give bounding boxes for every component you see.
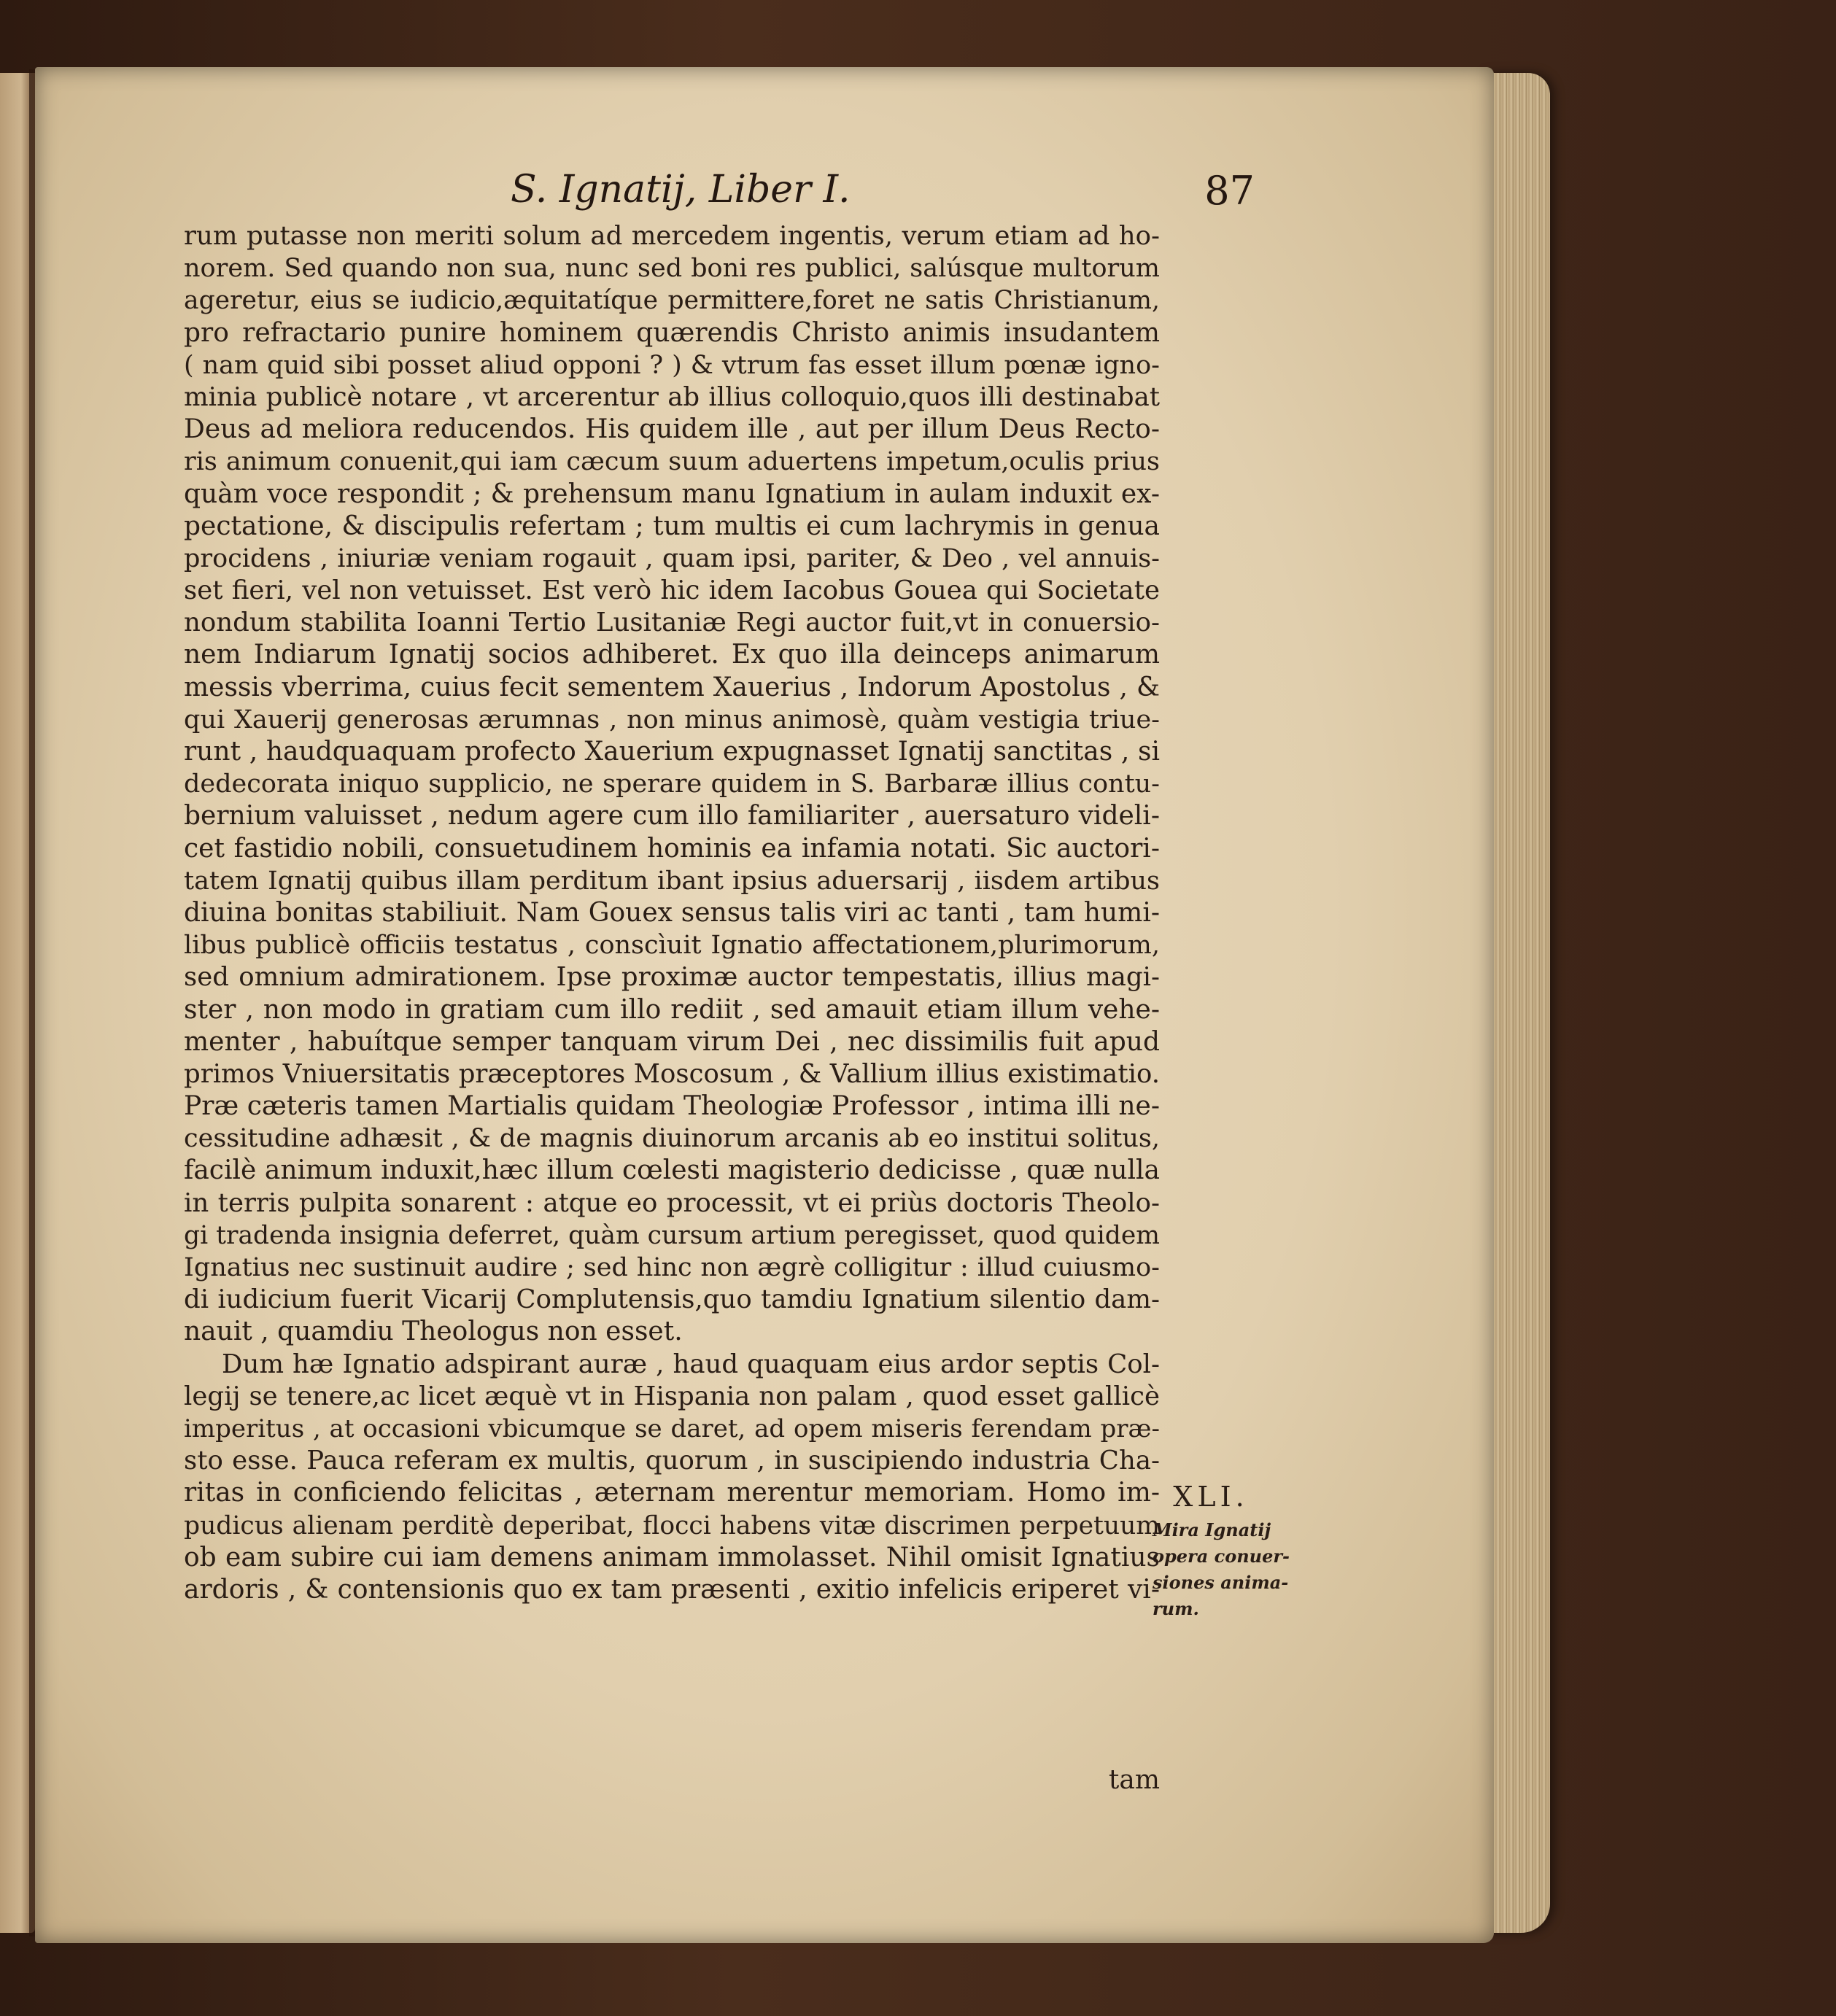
page-number: 87 [1204, 168, 1255, 214]
text-line: ( nam quid sibi posset aliud opponi ? ) & vtrum fas esset illum pœnæ igno- [184, 350, 1160, 380]
text-line: facilè animum induxit,hæc illum cœlesti magisterio dedicisse , quæ nulla [184, 1155, 1160, 1186]
text-line: imperitus , at occasioni vbicumque se daret, ad opem miseris ferendam præ- [184, 1414, 1160, 1443]
text-line: in terris pulpita sonarent : atque eo processit, vt ei priùs doctoris Theolo- [184, 1187, 1160, 1218]
text-line: minia publicè notare , vt arcerentur ab illius colloquio,quos illi destinabat [184, 381, 1160, 412]
text-line: cet fastidio nobili, consuetudinem hominis ea infamia notati. Sic auctori- [184, 833, 1160, 864]
text-line: ageretur, eius se iudicio,æquitatíque permittere,foret ne satis Christianum, [184, 286, 1160, 316]
text-line: norem. Sed quando non sua, nunc sed boni res publici, salúsque multorum [184, 254, 1160, 284]
text-line: menter , habuítque semper tanquam virum Dei , nec dissimilis fuit apud [184, 1026, 1160, 1057]
paragraph-end-line: nauit , quamdiu Theologus non esset. [184, 1317, 683, 1347]
text-line: nem Indiarum Ignatij socios adhiberet. Ex quo illa deinceps animarum [184, 640, 1160, 670]
text-line: bernium valuisset , nedum agere cum illo familiariter , auersaturo videli- [184, 801, 1160, 831]
text-line: diuina bonitas stabiliuit. Nam Gouex sensus talis viri ac tanti , tam humi- [184, 897, 1160, 928]
text-line: set fieri, vel non vetuisset. Est verò hic idem Iacobus Gouea qui Societate [184, 575, 1160, 606]
text-line: quàm voce respondit ; & prehensum manu Ignatium in aulam induxit ex- [184, 478, 1160, 509]
margin-note [1153, 1481, 1298, 1622]
text-line: libus publicè officiis testatus , conscìuit Ignatio affectationem,plurimorum, [184, 931, 1160, 961]
text-line: ob eam subire cui iam demens animam immolasset. Nihil omisit Ignatius [184, 1542, 1160, 1573]
margin-note-number: XLI. [1173, 1481, 1249, 1513]
text-line: pudicus alienam perditè deperibat, flocci habens vitæ discrimen perpetuum [184, 1511, 1160, 1540]
margin-note-line: siones anima- [1153, 1572, 1289, 1593]
text-line: rum putasse non meriti solum ad mercedem ingentis, verum etiam ad ho- [184, 221, 1160, 251]
text-line: primos Vniuersitatis præceptores Moscosum , & Vallium illius existimatio. [184, 1058, 1160, 1089]
margin-note-line: opera conuer- [1153, 1546, 1290, 1567]
text-line: cessitudine adhæsit , & de magnis diuinorum arcanis ab eo institui solitus, [184, 1124, 1160, 1154]
text-line: messis vberrima, cuius fecit sementem Xauerius , Indorum Apostolus , & [184, 672, 1160, 702]
margin-note-line: Mira Ignatij [1153, 1519, 1271, 1540]
text-line: gi tradenda insignia deferret, quàm cursum artium peregisset, quod quidem [184, 1220, 1160, 1250]
text-line: qui Xauerij generosas ærumnas , non minus animosè, quàm vestigia triue- [184, 705, 1160, 734]
margin-note-line: rum. [1153, 1598, 1199, 1619]
text-line: sed omnium admirationem. Ipse proximæ auctor tempestatis, illius magi- [184, 962, 1160, 993]
text-line: runt , haudquaquam profecto Xauerium expugnasset Ignatij sanctitas , si [184, 737, 1160, 767]
text-line: nondum stabilita Ioanni Tertio Lusitaniæ Regi auctor fuit,vt in conuersio- [184, 608, 1160, 638]
text-line: ardoris , & contensionis quo ex tam præsenti , exitio infelicis eriperet vi- [184, 1574, 1160, 1605]
text-line: tatem Ignatij quibus illam perditum ibant ipsius aduersarij , iisdem artibus [184, 866, 1160, 896]
text-line: di iudicium fuerit Vicarij Complutensis,quo tamdiu Ignatium silentio dam- [184, 1284, 1160, 1315]
text-line: pro refractario punire hominem quærendis Christo animis insudantem [184, 317, 1160, 348]
text-line: dedecorata iniquo supplicio, ne sperare quidem in S. Barbaræ illius contu- [184, 769, 1160, 799]
text-line: ritas in conficiendo felicitas , æternam merentur memoriam. Homo im- [184, 1478, 1160, 1508]
paragraph-start-line: Dum hæ Ignatio adspirant auræ , haud quaquam eius ardor septis Col- [222, 1349, 1160, 1379]
text-line: Ignatius nec sustinuit audire ; sed hinc non ægrè colligitur : illud cuiusmo- [184, 1253, 1160, 1282]
running-head [511, 168, 1255, 219]
text-line: ster , non modo in gratiam cum illo rediit , sed amauit etiam illum vehe- [184, 994, 1160, 1025]
running-head-title: S. Ignatij, Liber I. [511, 168, 851, 212]
text-line: pectatione, & discipulis refertam ; tum multis ei cum lachrymis in genua [184, 511, 1160, 541]
text-line: Præ cæteris tamen Martialis quidam Theologiæ Professor , intima illi ne- [184, 1091, 1160, 1122]
text-line: sto esse. Pauca referam ex multis, quorum , in suscipiendo industria Cha- [184, 1446, 1160, 1476]
text-line: procidens , iniuriæ veniam rogauit , quam ipsi, pariter, & Deo , vel annuis- [184, 543, 1160, 573]
text-line: legij se tenere,ac licet æquè vt in Hispania non palam , quod esset gallicè [184, 1381, 1160, 1411]
catchword: tam [1108, 1765, 1160, 1795]
text-line: Deus ad meliora reducendos. His quidem ille , aut per illum Deus Recto- [184, 414, 1160, 445]
text-line: ris animum conuenit,qui iam cæcum suum aduertens impetum,oculis prius [184, 447, 1160, 477]
body-text [184, 220, 1160, 1606]
